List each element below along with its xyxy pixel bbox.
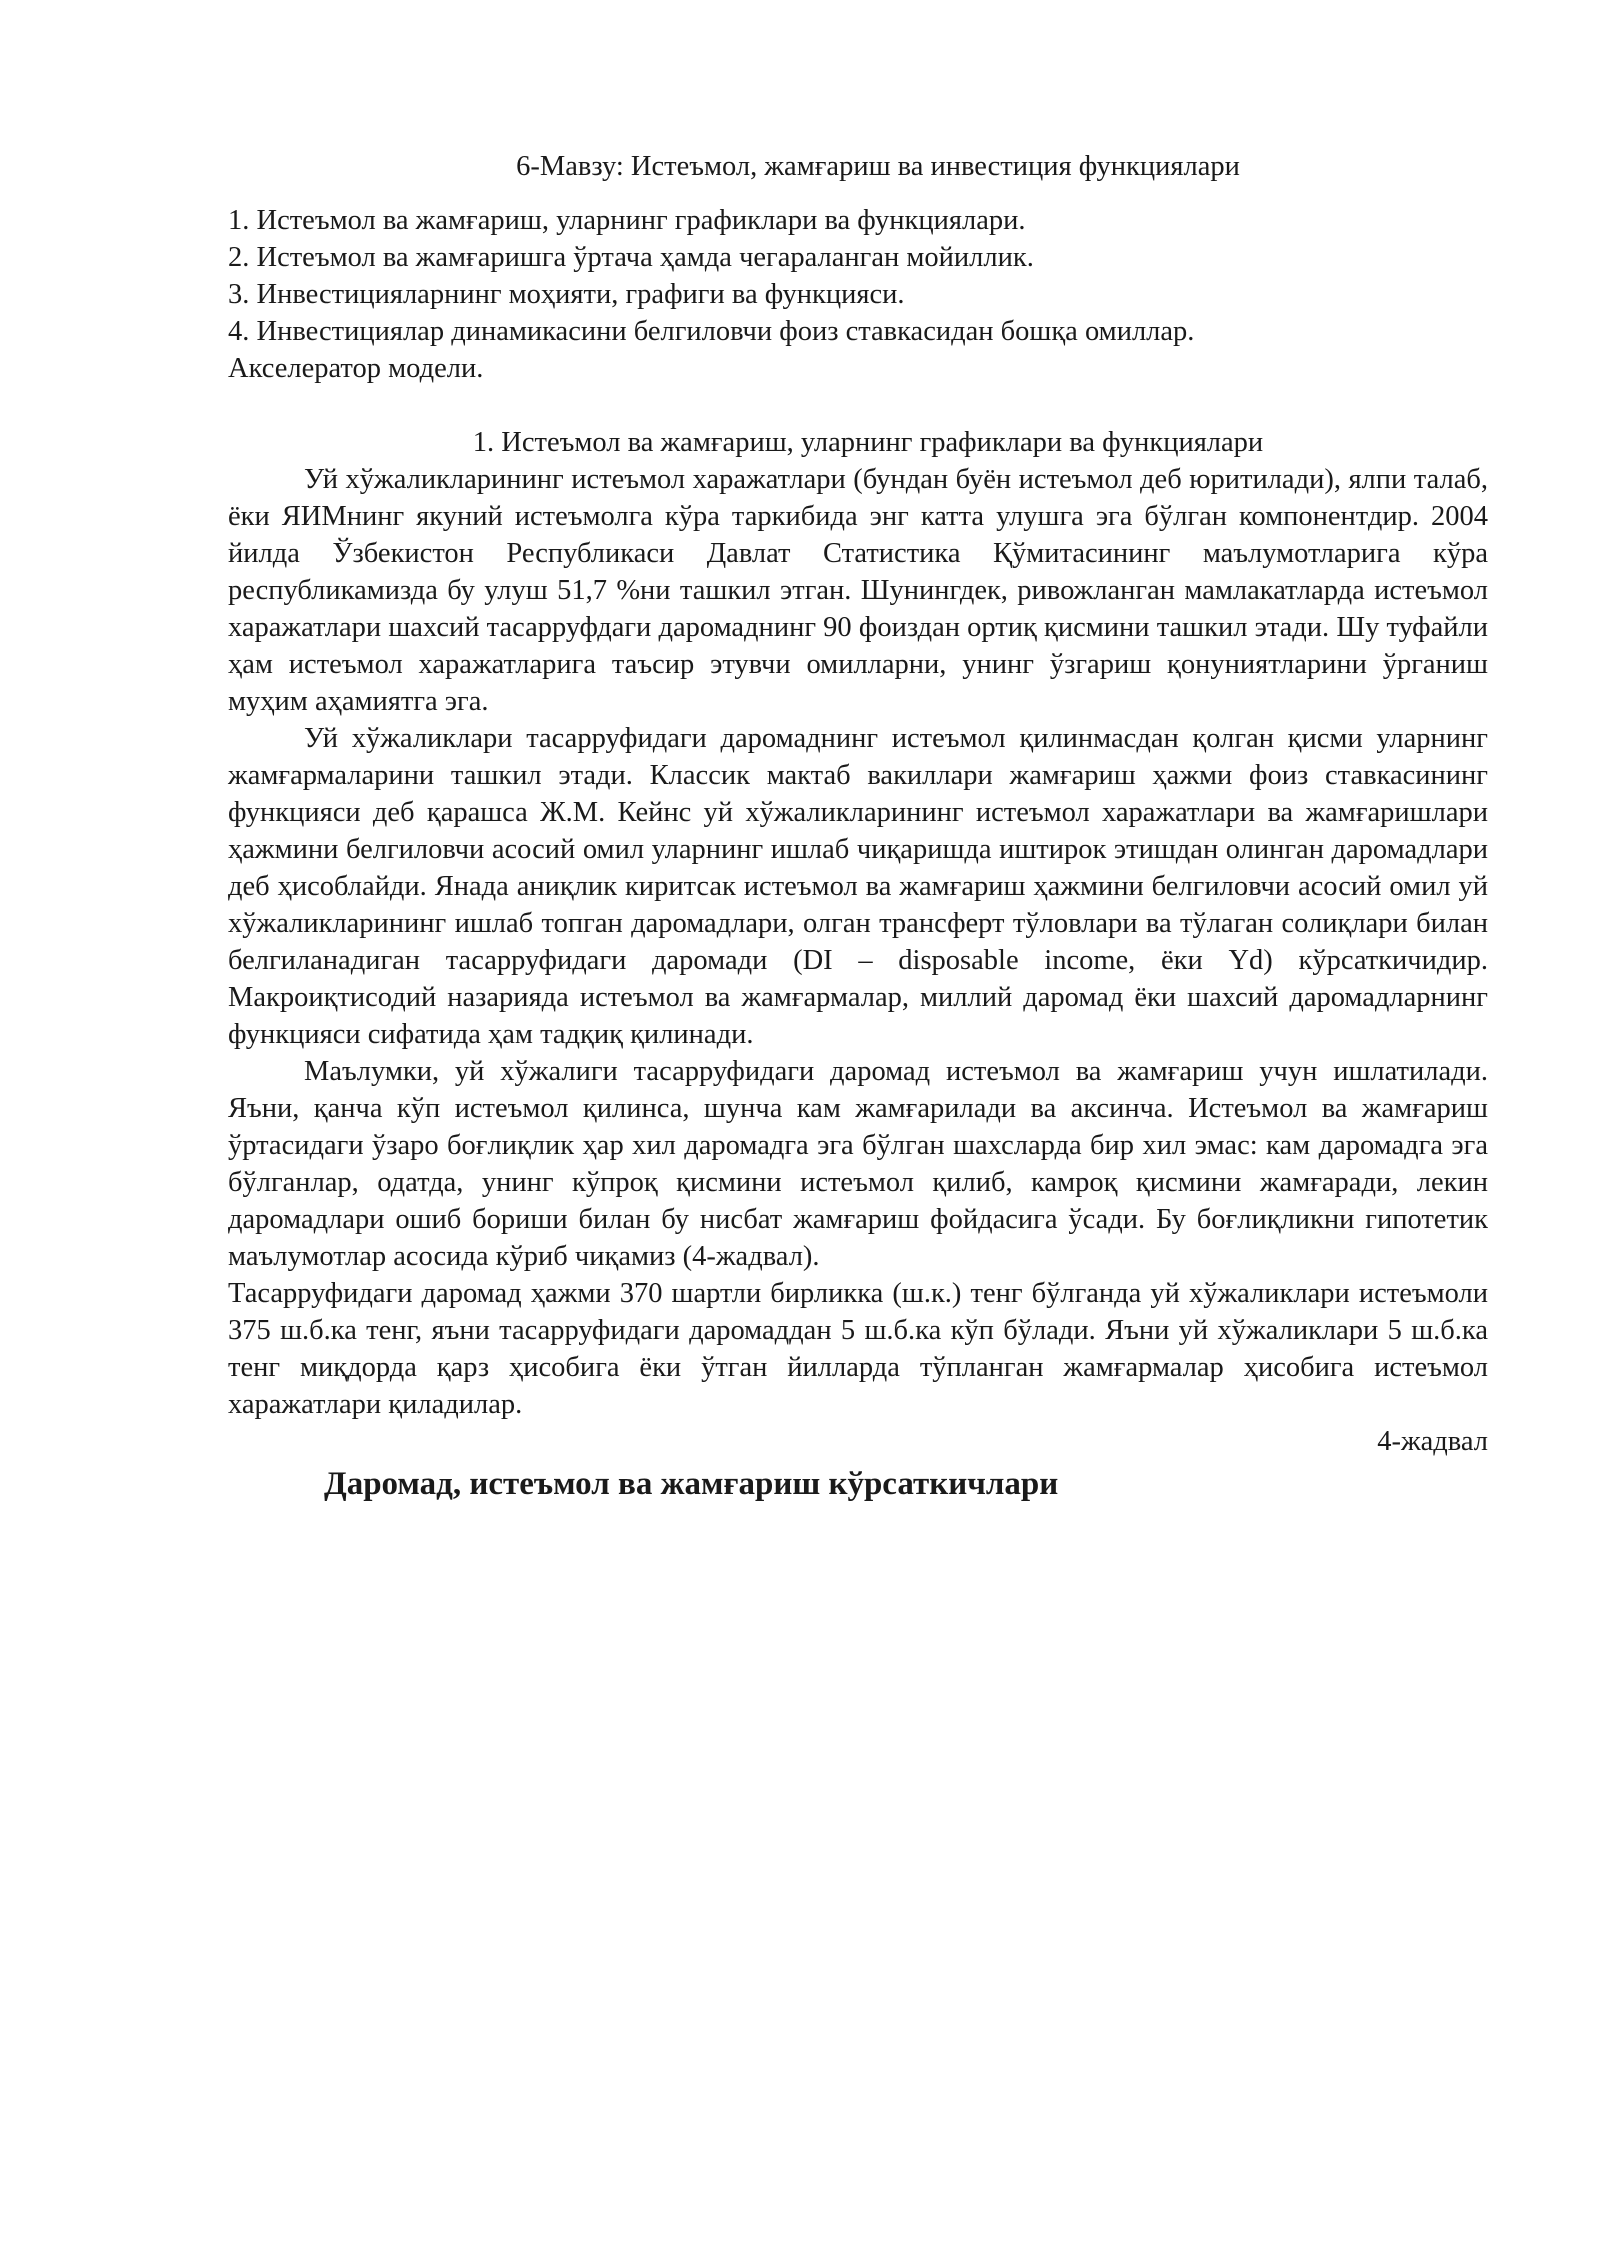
outline-item: 2. Истеъмол ва жамғаришга ўртача ҳамда чегараланган мойиллик. [228,242,1034,273]
outline-item: 4. Инвестициялар динамикасини белгиловчи фоиз ставкасидан бошқа омиллар. [228,316,1195,347]
body-paragraph-last: Тасарруфидаги даромад ҳажми 370 шартли бирликка (ш.к.) тенг бўлганда уй хўжаликлари истеъмоли 375 ш.б.ка тенг, яъни тасарруфидаги даромаддан 5 ш.б.ка кўп бўлади. Яъни уй хўжаликлари 5 ш.б.ка тенг миқдорда қарз ҳисобига ёки ўтган йилларда тўпланган жамғармалар ҳисобига истеъмол харажатлари қиладилар. [228,1278,1488,1420]
section-heading: 1. Истеъмол ва жамғариш, уларнинг графиклари ва функциялари [472,427,1264,458]
body-paragraph: Уй хўжаликларининг истеъмол харажатлари (бундан буён истеъмол деб юритилади), ялпи талаб, ёки ЯИМнинг якуний истеъмолга кўра таркибида энг катта улушга эга бўлган компонентдир. 2004 йилда Ўзбекистон Республикаси Давлат Статистика Қўмитасининг маълумотларига кўра республикамизда бу улуш 51,7 %ни ташкил этган. Шунингдек, ривожланган мамлакатларда истеъмол харажатлари шахсий тасарруфдаги даромаднинг 90 фоиздан ортиқ қисмини ташкил этади. Шу туфайли ҳам истеъмол харажатларига таъсир этувчи омилларни, унинг ўзгариш қонуниятларини ўрганиш муҳим аҳамиятга эга. [228,464,1488,717]
topic-outline [228,202,1488,387]
table-title: Даромад, истеъмол ва жамғариш кўрсаткичлари [324,1466,1059,1502]
document-title: 6-Мавзу: Истеъмол, жамғариш ва инвестиция функциялари [516,151,1240,182]
outline-item: 3. Инвестицияларнинг моҳияти, графиги ва функцияси. [228,279,905,310]
document-page [228,148,1488,1506]
table-number-label: 4-жадвал [1377,1426,1488,1457]
outline-item: Акселератор модели. [228,353,484,384]
body-paragraph: Уй хўжаликлари тасарруфидаги даромаднинг истеъмол қилинмасдан қолган қисми уларнинг жамғармаларини ташкил этади. Классик мактаб вакиллари жамғариш ҳажми фоиз ставкасининг функцияси деб қарашса Ж.М. Кейнс уй хўжаликларининг истеъмол харажатлари ва жамғаришлари ҳажмини белгиловчи асосий омил уларнинг ишлаб чиқаришда иштирок этишдан олинган даромадлари деб ҳисоблайди. Янада аниқлик киритсак истеъмол ва жамғариш ҳажмини белгиловчи асосий омил уй хўжаликларининг ишлаб топган даромадлари, олган трансферт тўловлари ва тўлаган солиқлари билан белгиланадиган тасарруфидаги даромади (DI – disposable income, ёки Yd) кўрсаткичидир. Макроиқтисодий назарияда истеъмол ва жамғармалар, миллий даромад ёки шахсий даромадларнинг функцияси сифатида ҳам тадқиқ қилинади. [228,723,1488,1050]
body-paragraph: Маълумки, уй хўжалиги тасарруфидаги даромад истеъмол ва жамғариш учун ишлатилади. Яъни, қанча кўп истеъмол қилинса, шунча кам жамғарилади ва аксинча. Истеъмол ва жамғариш ўртасидаги ўзаро боғлиқлик ҳар хил даромадга эга бўлган шахсларда бир хил эмас: кам даромадга эга бўлганлар, одатда, унинг кўпроқ қисмини истеъмол қилиб, камроқ қисмини жамғаради, лекин даромадлари ошиб бориши билан бу нисбат жамғариш фойдасига ўсади. Бу боғлиқликни гипотетик маълумотлар асосида кўриб чиқамиз (4-жадвал). [228,1056,1488,1272]
outline-item: 1. Истеъмол ва жамғариш, уларнинг графиклари ва функциялари. [228,205,1026,236]
